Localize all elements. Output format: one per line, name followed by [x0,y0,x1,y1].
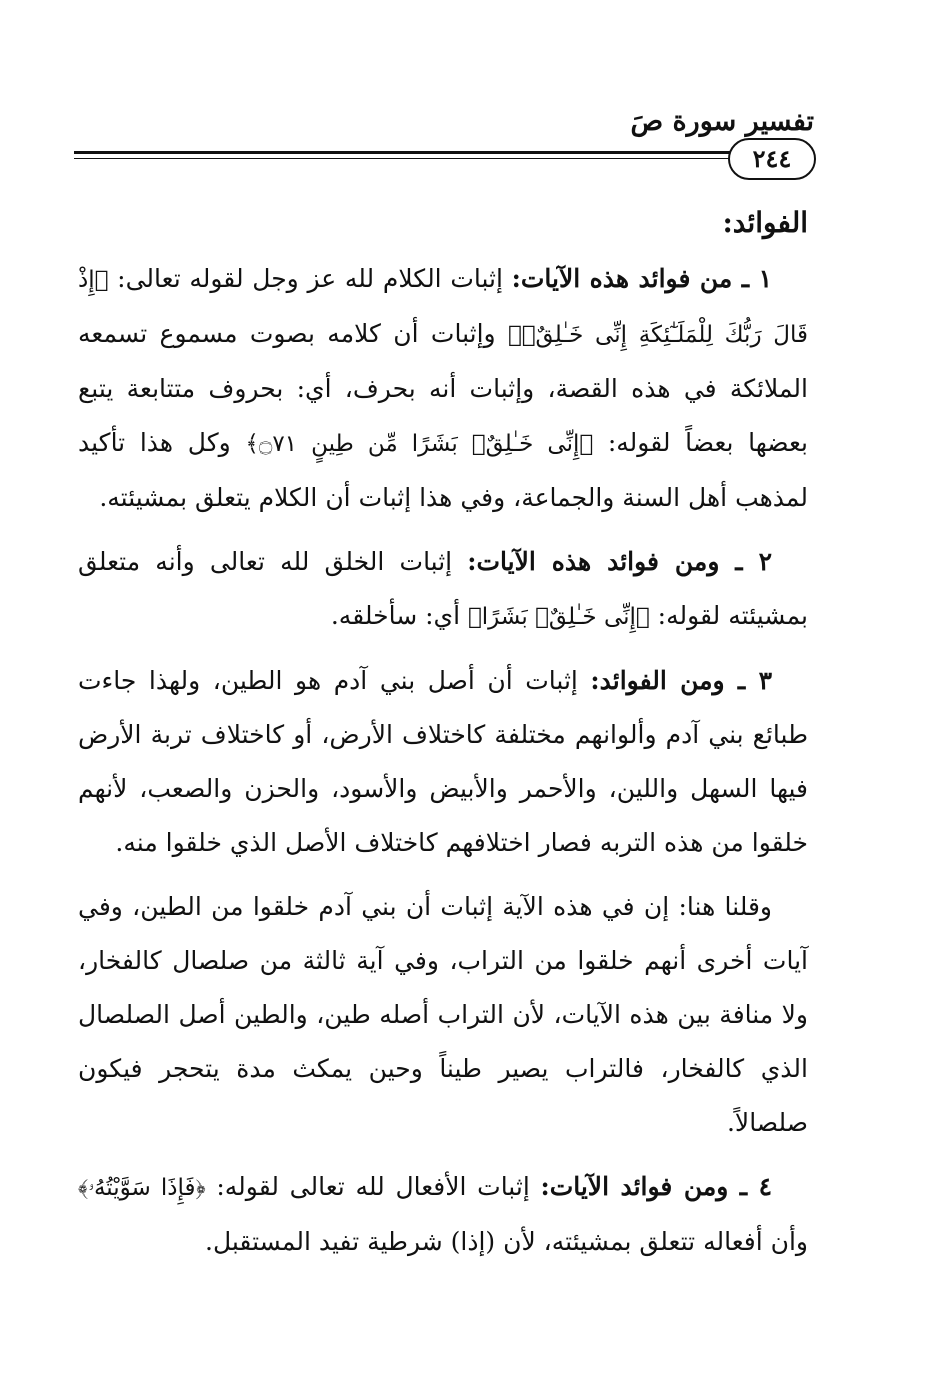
paragraph-text: أي: سأخلقه. [330,601,468,630]
paragraph-text: إثبات أن أصل بني آدم هو الطين، ولهذا جاءت طبائع بني آدم وألوانهم مختلفة كاختلاف الأرض، أو كاختلاف تربة الأرض فيها السهل واللين، والأحمر والأبيض والأسود، والحزن والصعب، لأنهم خلقوا من هذه التربه فصار اختلافهم كاختلاف الأصل الذي خلقوا منه. [78,666,808,857]
benefit-paragraph-3 [78,654,808,870]
benefit-lead-1: ١ ـ من فوائد هذه الآيات: [511,264,773,293]
header-rule-thick [74,151,764,154]
paragraph-text: وكل هذا تأكيد لمذهب أهل السنة والجماعة، وفي هذا إثبات أن الكلام يتعلق بمشيئته. [78,428,808,512]
benefit-lead-4: ٤ ـ ومن فوائد الآيات: [540,1172,772,1201]
paragraph-text: إثبات الأفعال لله تعالى لقوله: [205,1172,541,1201]
page-number-badge: ٢٤٤ [728,138,816,180]
paragraph-text: وأن أفعاله تتعلق بمشيئته، لأن (إذا) شرطية تفيد المستقبل. [205,1227,808,1256]
benefit-paragraph-2 [78,535,808,644]
commentary-paragraph [78,880,808,1150]
running-header-title: تفسير سورة صَ [630,106,814,137]
quran-quote: ﴿إِنِّى خَـٰلِقٌۢ بَشَرًا﴾ [467,604,650,630]
header-rule-thin [74,158,764,159]
quran-quote: ﴿إِذْ قَالَ رَبُّكَ لِلْمَلَـٰٓئِكَةِ إِنِّى خَـٰلِقٌۢ﴾ [78,267,808,348]
page-body [78,196,808,1279]
benefit-paragraph-4 [78,1160,808,1269]
quran-quote: ﴿إِنِّى خَـٰلِقٌۢ بَشَرًا مِّن طِينٍ ۝٧١﴾ [245,431,594,457]
section-heading: الفوائد: [722,206,808,239]
paragraph-text: إثبات الخلق لله تعالى وأنه متعلق بمشيئته لقوله: [78,547,808,630]
paragraph-text: وإثبات أن كلامه بصوت مسموع تسمعه الملائكة في هذه القصة، وإثبات أنه بحرف، أي: بحروف متتابعة يتبع بعضها بعضاً لقوله: [78,319,808,457]
paragraph-text: إثبات الكلام لله عز وجل لقوله تعالى: [108,264,512,293]
benefit-paragraph-1 [78,252,808,525]
benefit-lead-2: ٢ ـ ومن فوائد هذه الآيات: [467,547,772,576]
benefit-lead-3: ٣ ـ ومن الفوائد: [590,666,772,695]
paragraph-text: وقلنا هنا: إن في هذه الآية إثبات أن بني آدم خلقوا من الطين، وفي آيات أخرى أنهم خلقوا من التراب، وفي آية ثالثة من صلصال كالفخار، ولا منافة بين هذه الآيات، لأن التراب أصله طين، والطين أصل الصلصال الذي كالفخار، فالتراب يصير طيناً وحين يمكث مدة يتحجر فيكون صلصالاً. [78,892,808,1137]
quran-quote: ﴿فَإِذَا سَوَّيْتُهُۥ﴾ [78,1175,206,1201]
